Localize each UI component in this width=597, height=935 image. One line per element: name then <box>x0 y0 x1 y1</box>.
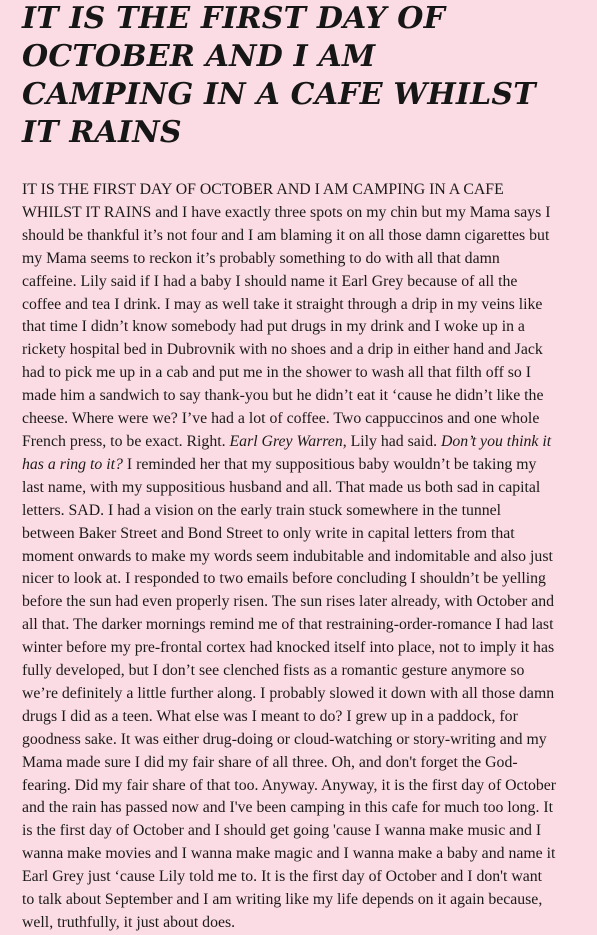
article-title: IT IS THE FIRST DAY OF OCTOBER AND I AM CAMPING IN A CAFE WHILST IT RAINS <box>22 1 536 150</box>
body-italic-name: Earl Grey Warren <box>229 432 343 450</box>
body-text-part-1: IT IS THE FIRST DAY OF OCTOBER AND I AM CAMPING IN A CAFE WHILST IT RAINS and I have exactly three spots on my chin but my Mama says I should be thankful it’s not four and I am blaming it on all those damn cigarettes but my Mama seems to reckon it’s probably something to do with all that damn caffeine. Lily said if I had a baby I should name it Earl Grey because of all the coffee and tea I drink. I may as well take it straight through a drip in my veins like that time I didn’t know somebody had put drugs in my drink and I woke up in a rickety hospital bed in Dubrovnik with no shoes and a drip in either hand and Jack had to pick me up in a cab and put me in the shower to wash all that filth off so I made him a sandwich to say thank-you but he didn’t eat it ‘cause he didn’t like the cheese. Where were we? I’ve had a lot of coffee. Two cappuccinos and one whole French press, to be exact. Right. <box>22 181 551 450</box>
article-body <box>22 179 557 935</box>
body-italic-quote: Don’t you think it has a ring to it? <box>22 432 552 473</box>
body-text-part-2: , Lily had said. <box>342 432 438 450</box>
body-text-part-3: I reminded her that my suppositious baby wouldn’t be taking my last name, with my suppositious husband and all. That made us both sad in capital letters. SAD. I had a vision on the early train stuck somewhere in the tunnel between Baker Street and Bond Street to only write in capital letters from that moment onwards to make my words seem indubitable and indomitable and also just nicer to look at. I responded to two emails before concluding I shouldn’t be yelling before the sun had even properly risen. The sun rises later already, with October and all that. The darker mornings remind me of that restraining-order-romance I had last winter before my pre-frontal cortex had knocked itself into place, not to imply it has fully developed, but I don’t see clenched fists as a romantic gesture anymore so we’re definitely a little further along. I probably slowed it down with all those damn drugs I did as a teen. What else was I meant to do? I grew up in a paddock, for goodness sake. It was either drug-doing or cloud-watching or story-writing and my Mama made sure I did my fair share of all three. Oh, and don't forget the God-fearing. Did my fair share of that too. Anyway. Anyway, it is the first day of October and the rain has passed now and I've been camping in this cafe for much too long. It is the first day of October and I should get going 'cause I wanna make music and I wanna make movies and I wanna make magic and I wanna make a baby and name it Earl Grey just ‘cause Lily told me to. It is the first day of October and I don't want to talk about September and I am writing like my life depends on it again because, well, truthfully, it just about does. <box>22 455 557 931</box>
